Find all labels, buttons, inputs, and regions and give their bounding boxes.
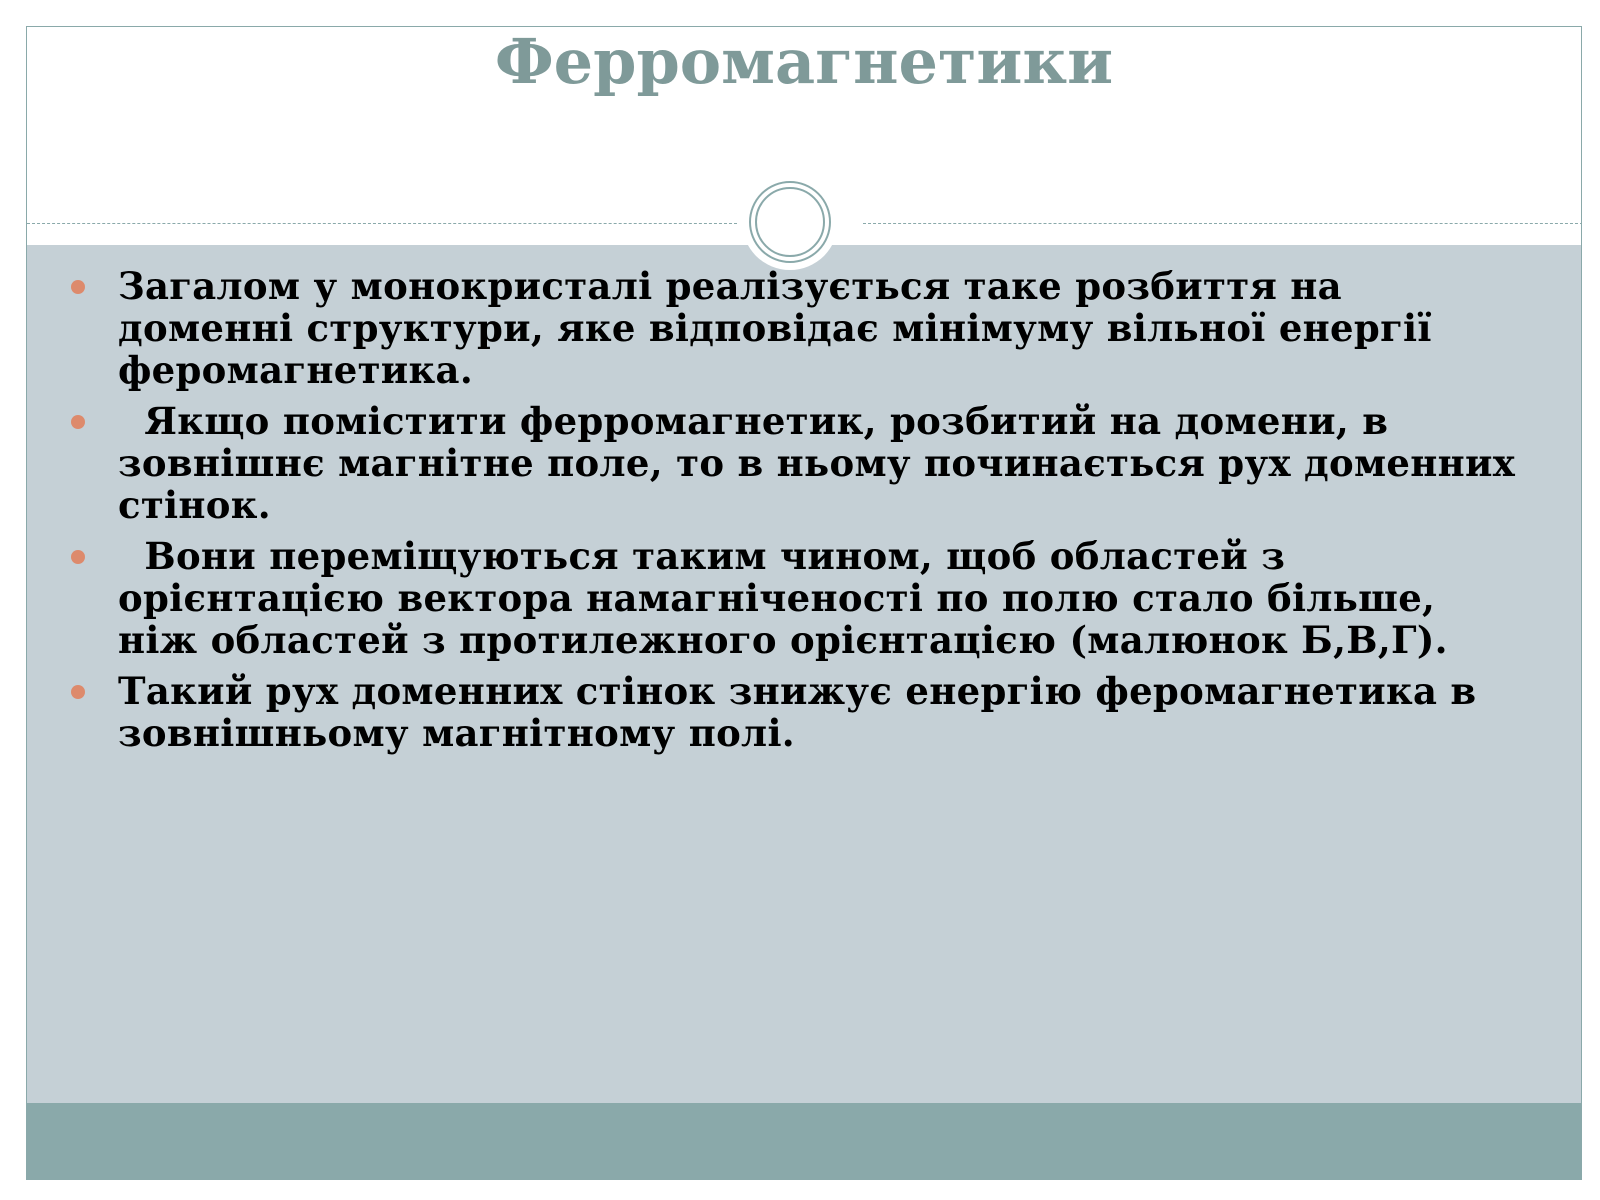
bullet-item bbox=[27, 400, 1581, 526]
bullet-dot-icon bbox=[71, 415, 85, 429]
bullet-dot-icon bbox=[71, 280, 85, 294]
bullet-text: Загалом у монокристалі реалізується таке розбиття на доменні структури, яке відповідає мінімуму вільної енергії феромагнетика. bbox=[118, 264, 1432, 392]
title-divider-left bbox=[27, 223, 737, 224]
bullet-text: Якщо помістити ферромагнетик, розбитий на домени, в зовнішнє магнітне поле, то в ньому починається рух доменних стінок. bbox=[118, 399, 1529, 527]
title-divider-right bbox=[863, 223, 1582, 224]
footer-band bbox=[27, 1103, 1581, 1180]
bullet-list bbox=[27, 265, 1581, 763]
bullet-item bbox=[27, 670, 1581, 754]
bullet-dot-icon bbox=[71, 685, 85, 699]
slide-title: Ферромагнетики bbox=[494, 26, 1114, 98]
bullet-item bbox=[27, 265, 1581, 391]
bullet-text: Вони переміщуються таким чином, щоб областей з орієнтацією вектора намагніченості по полю стало більше, ніж областей з протилежного орієнтацією (малюнок Б,В,Г). bbox=[118, 534, 1449, 662]
bullet-item bbox=[27, 535, 1581, 661]
ornament-inner-ring bbox=[755, 187, 825, 257]
bullet-dot-icon bbox=[71, 550, 85, 564]
slide bbox=[26, 26, 1582, 1180]
bullet-text: Такий рух доменних стінок знижує енергію феромагнетика в зовнішньому магнітному полі. bbox=[118, 669, 1477, 755]
